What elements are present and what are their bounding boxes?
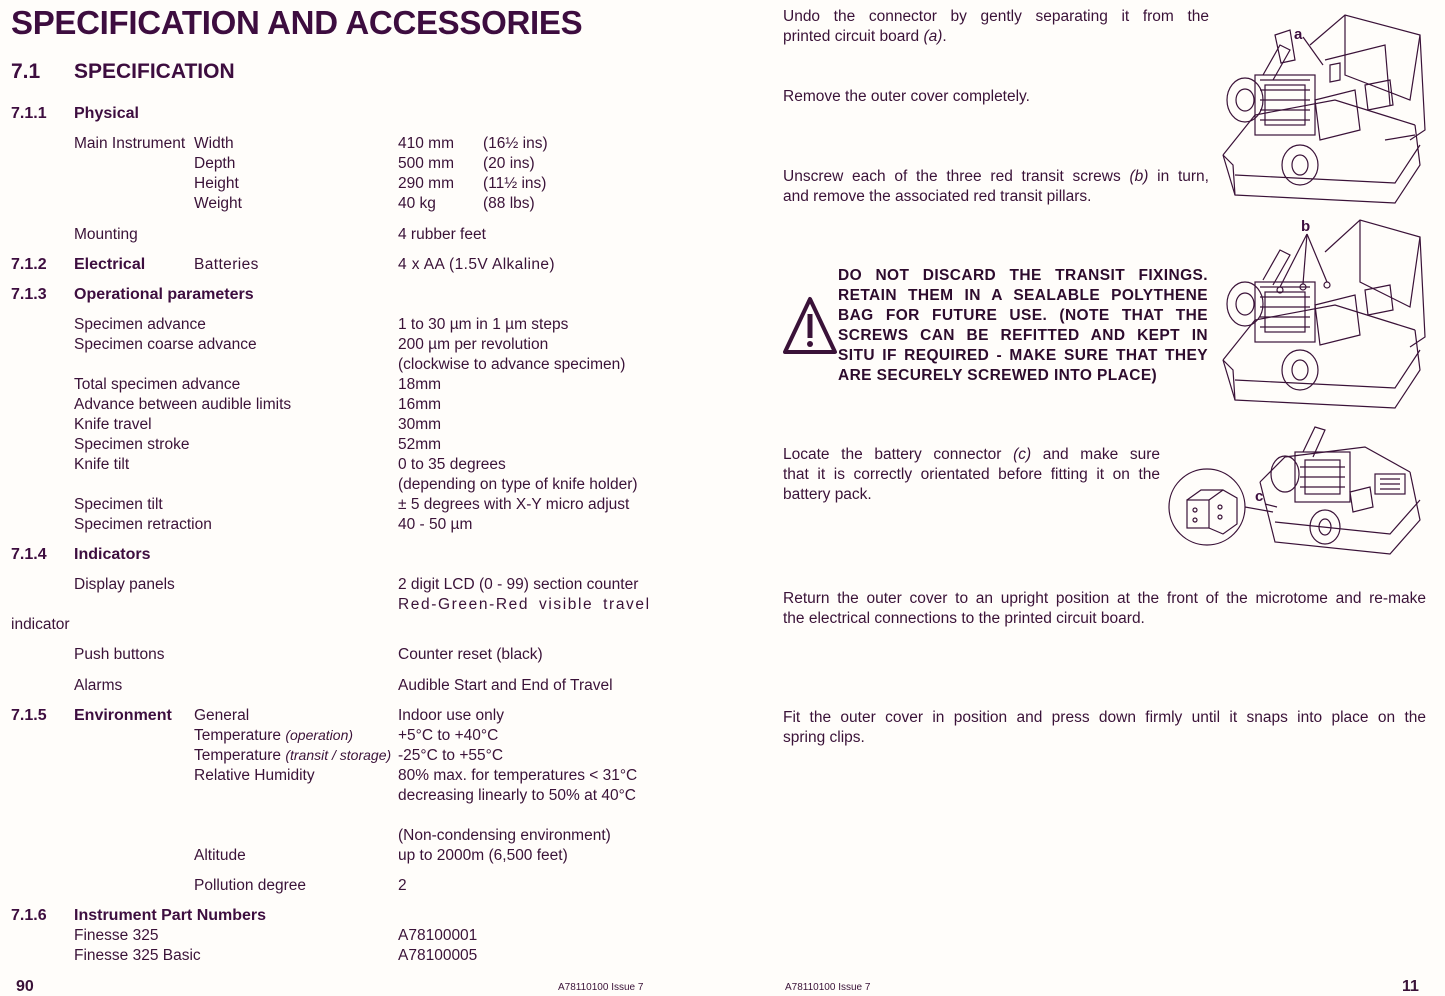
instruction-paragraph bbox=[783, 7, 1209, 47]
instruction-paragraph bbox=[783, 708, 1426, 748]
spec-value: decreasing linearly to 50% at 40°C bbox=[398, 787, 636, 804]
spec-value: up to 2000m (6,500 feet) bbox=[398, 847, 568, 864]
spec-value: +5°C to +40°C bbox=[398, 727, 499, 744]
spec-label: General bbox=[194, 707, 250, 724]
section-title: SPECIFICATION bbox=[74, 60, 235, 83]
spec-value: 18mm bbox=[398, 376, 442, 393]
spec-label: Specimen advance bbox=[74, 316, 206, 333]
microtome-illustration bbox=[1215, 5, 1430, 210]
spec-value: 30mm bbox=[398, 416, 442, 433]
page-number: 11 bbox=[1402, 978, 1419, 995]
spec-value: Audible Start and End of Travel bbox=[398, 677, 613, 694]
spec-value: (depending on type of knife holder) bbox=[398, 476, 638, 493]
spec-label: Specimen retraction bbox=[74, 516, 212, 533]
spec-value: 40 kg bbox=[398, 195, 436, 212]
spec-label: Knife tilt bbox=[74, 456, 130, 473]
figure-label: c bbox=[1255, 488, 1264, 505]
instruction-paragraph bbox=[783, 589, 1426, 629]
spec-value: 4 rubber feet bbox=[398, 226, 486, 243]
spec-value-imperial: (20 ins) bbox=[483, 155, 535, 172]
instruction-paragraph bbox=[783, 167, 1209, 207]
spec-value: Counter reset (black) bbox=[398, 646, 543, 663]
subsection-number: 7.1.6 bbox=[11, 907, 47, 924]
figure-ref: (a) bbox=[923, 28, 943, 45]
spec-label: Mounting bbox=[74, 226, 138, 243]
footer-doc-ref: A78110100 Issue 7 bbox=[558, 982, 644, 993]
spec-label: Main Instrument bbox=[74, 135, 186, 152]
paragraph-line bbox=[783, 445, 1160, 465]
spec-label: Alarms bbox=[74, 677, 123, 694]
text-span: printed circuit board bbox=[783, 28, 924, 45]
spec-value: 1 to 30 µm in 1 µm steps bbox=[398, 316, 569, 333]
spec-label: Display panels bbox=[74, 576, 175, 593]
spec-value: 2 digit LCD (0 - 99) section counter bbox=[398, 576, 639, 593]
subsection-title: Instrument Part Numbers bbox=[74, 907, 267, 924]
section-number: 7.1 bbox=[11, 60, 41, 83]
spec-label: Weight bbox=[194, 195, 242, 212]
text-span: and make sure bbox=[1031, 446, 1160, 463]
battery-connector-illustration bbox=[1165, 412, 1430, 557]
spec-label: Altitude bbox=[194, 847, 246, 864]
temperature-label: Temperature bbox=[194, 747, 282, 764]
paragraph-line bbox=[783, 27, 1209, 47]
paragraph-line: spring clips. bbox=[783, 729, 865, 746]
subsection-number: 7.1.2 bbox=[11, 256, 47, 273]
subsection-number: 7.1.4 bbox=[11, 546, 47, 563]
text-span: in turn, bbox=[1148, 168, 1209, 185]
spec-value: 410 mm bbox=[398, 135, 454, 152]
text-span: Locate the battery connector bbox=[783, 446, 1014, 463]
spec-value-imperial: (11½ ins) bbox=[483, 175, 547, 192]
paragraph-line: Fit the outer cover in position and press down firmly until it snaps into place on the bbox=[783, 709, 1426, 726]
warning-line: RETAIN THEM IN A SEALABLE POLYTHENE bbox=[838, 287, 1208, 304]
spec-value: 16mm bbox=[398, 396, 442, 413]
spec-value: (Non-condensing environment) bbox=[398, 827, 611, 844]
figure-ref: (c) bbox=[1013, 446, 1032, 463]
text-span: . bbox=[942, 28, 947, 45]
spec-value: (clockwise to advance specimen) bbox=[398, 356, 626, 373]
spec-label: Knife travel bbox=[74, 416, 152, 433]
spec-label bbox=[194, 747, 391, 765]
spec-label: Advance between audible limits bbox=[74, 396, 292, 413]
paragraph-line: that it is correctly orientated before fitting it on the bbox=[783, 466, 1160, 483]
warning-line: ARE SECURELY SCREWED INTO PLACE) bbox=[838, 367, 1158, 384]
spec-label: Total specimen advance bbox=[74, 376, 241, 393]
figure-ref: (b) bbox=[1129, 168, 1149, 185]
subsection-title: Indicators bbox=[74, 546, 151, 563]
warning-text bbox=[838, 266, 1208, 386]
subsection-title: Physical bbox=[74, 105, 139, 122]
warning-line: DO NOT DISCARD THE TRANSIT FIXINGS. bbox=[838, 267, 1208, 284]
paragraph-line: battery pack. bbox=[783, 486, 872, 503]
subsection-title: Operational parameters bbox=[74, 286, 254, 303]
part-name: Finesse 325 Basic bbox=[74, 947, 201, 964]
spec-label bbox=[194, 727, 353, 745]
temperature-note: (operation) bbox=[285, 727, 354, 743]
figure-label: b bbox=[1301, 218, 1311, 235]
part-name: Finesse 325 bbox=[74, 927, 159, 944]
spec-label: Push buttons bbox=[74, 646, 165, 663]
part-number: A78100005 bbox=[398, 947, 478, 964]
spec-label: Depth bbox=[194, 155, 236, 172]
spec-label: Width bbox=[194, 135, 234, 152]
spec-value: 0 to 35 degrees bbox=[398, 456, 506, 473]
spec-value: Red-Green-Red visible travel bbox=[398, 596, 651, 613]
footer-doc-ref: A78110100 Issue 7 bbox=[785, 982, 871, 993]
page-number: 90 bbox=[16, 978, 34, 995]
subsection-title: Environment bbox=[74, 707, 172, 724]
subsection-title: Electrical bbox=[74, 256, 146, 273]
instruction-paragraph bbox=[783, 445, 1160, 505]
temperature-note: (transit / storage) bbox=[285, 747, 392, 763]
subsection-number: 7.1.5 bbox=[11, 707, 47, 724]
spec-label: Batteries bbox=[194, 256, 259, 273]
warning-line: SCREWS CAN BE REFITTED AND KEPT IN bbox=[838, 327, 1208, 344]
spec-value: 290 mm bbox=[398, 175, 454, 192]
spec-label: Specimen tilt bbox=[74, 496, 163, 513]
spec-value: 80% max. for temperatures < 31°C bbox=[398, 767, 638, 784]
spec-value: ± 5 degrees with X-Y micro adjust bbox=[398, 496, 630, 513]
temperature-label: Temperature bbox=[194, 727, 282, 744]
spec-value: -25°C to +55°C bbox=[398, 747, 504, 764]
spec-label: Specimen stroke bbox=[74, 436, 190, 453]
spec-label: Pollution degree bbox=[194, 877, 307, 894]
paragraph-line: and remove the associated red transit pillars. bbox=[783, 188, 1092, 205]
page-title: SPECIFICATION AND ACCESSORIES bbox=[11, 4, 583, 41]
spec-value-wrap: indicator bbox=[11, 616, 70, 633]
figure-label: a bbox=[1294, 26, 1303, 43]
microtome-illustration bbox=[1215, 212, 1430, 412]
warning-line: SITU IF REQUIRED - MAKE SURE THAT THEY bbox=[838, 347, 1208, 364]
spec-value: 52mm bbox=[398, 436, 442, 453]
spec-value: 4 x AA (1.5V Alkaline) bbox=[398, 256, 555, 273]
paragraph-line: Return the outer cover to an upright position at the front of the microtome and re-make bbox=[783, 590, 1426, 607]
spec-value: 2 bbox=[398, 877, 407, 894]
spec-value-imperial: (88 lbs) bbox=[483, 195, 535, 212]
spec-label: Specimen coarse advance bbox=[74, 336, 257, 353]
warning-line: BAG FOR FUTURE USE. (NOTE THAT THE bbox=[838, 307, 1208, 324]
text-span: Unscrew each of the three red transit screws bbox=[783, 168, 1130, 185]
spec-value: Indoor use only bbox=[398, 707, 504, 724]
paragraph-line: the electrical connections to the printed circuit board. bbox=[783, 610, 1145, 627]
subsection-number: 7.1.1 bbox=[11, 105, 47, 122]
subsection-number: 7.1.3 bbox=[11, 286, 47, 303]
warning-triangle-icon bbox=[782, 296, 838, 356]
spec-label: Relative Humidity bbox=[194, 767, 315, 784]
part-number: A78100001 bbox=[398, 927, 478, 944]
spec-value: 40 - 50 µm bbox=[398, 516, 473, 533]
spec-label: Height bbox=[194, 175, 239, 192]
spec-value-imperial: (16½ ins) bbox=[483, 135, 548, 152]
instruction-paragraph: Remove the outer cover completely. bbox=[783, 88, 1030, 105]
paragraph-line bbox=[783, 167, 1209, 187]
spec-value: 500 mm bbox=[398, 155, 454, 172]
spec-value: 200 µm per revolution bbox=[398, 336, 549, 353]
paragraph-line: Undo the connector by gently separating it from the bbox=[783, 8, 1209, 25]
